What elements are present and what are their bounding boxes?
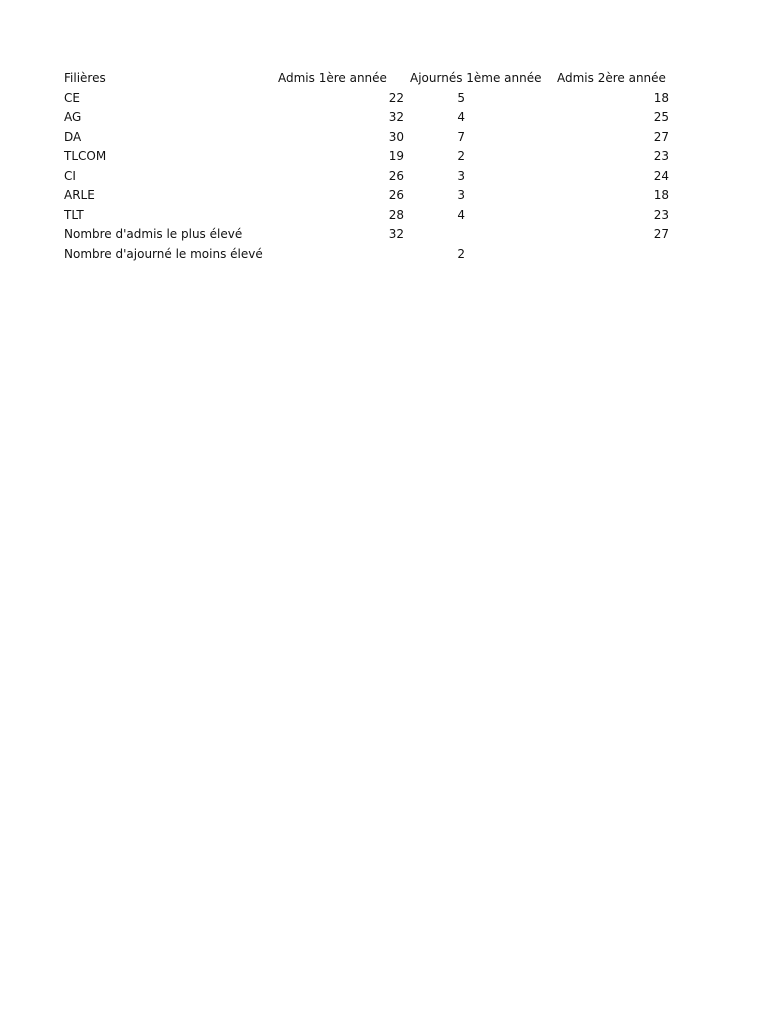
admis2-cell: 18 [653,188,669,202]
ajournes1-value: 3 [457,168,465,183]
ajournes1-value: 4 [457,110,465,124]
admis2-cell: 24 [653,168,669,183]
filiere-cell: CI [64,168,76,183]
admis1-cell: 32 [388,110,404,124]
ajournes1-value: 7 [457,129,465,144]
filiere-cell: CE [64,90,80,105]
filiere-cell: ARLE [64,188,95,202]
min-ajourne-label: Nombre d'ajourné le moins élevé [64,246,263,261]
min-ajournes1-value: 2 [457,246,465,261]
ajournes1-value: 2 [457,149,465,163]
max-admis1-cell: 32 [388,227,404,241]
results-table [62,69,671,264]
min-ajournes1-cell [406,245,553,265]
table-row [62,128,671,148]
header-admis-1ere [276,69,406,89]
admis2-cell: 23 [653,207,669,222]
admis1-cell: 28 [388,207,404,222]
header-admis-1ere-text: Admis 1ère année [278,71,387,85]
ajournes1-cell [406,167,553,187]
max-ajournes1-cell [406,225,553,245]
ajournes1-cell [406,206,553,226]
filiere-cell: TLCOM [64,149,107,163]
ajournes1-cell [406,128,553,148]
admis1-cell: 26 [388,168,404,183]
header-filieres: Filières [64,71,106,85]
header-row [62,69,671,89]
summary-row-max [62,225,671,245]
ajournes1-cell [406,186,553,206]
summary-row-min [62,245,671,265]
max-admis2-cell: 27 [653,227,669,241]
header-ajournes-1eme-text: Ajournés 1ème année [410,71,542,85]
admis1-cell: 22 [388,90,404,105]
ajournes1-cell [406,147,553,167]
admis2-cell: 25 [653,110,669,124]
table-row [62,108,671,128]
ajournes1-value: 4 [457,207,465,222]
ajournes1-value: 5 [457,90,465,105]
header-admis-2ere [553,69,671,89]
ajournes1-cell [406,89,553,109]
max-admis-label: Nombre d'admis le plus élevé [64,227,243,241]
min-admis1-cell [276,245,406,265]
filiere-cell: AG [64,110,82,124]
min-admis2-cell [553,245,671,265]
table-row [62,147,671,167]
admis2-cell: 23 [653,149,669,163]
header-ajournes-1eme [406,69,553,89]
table-row [62,186,671,206]
admis2-cell: 18 [653,90,669,105]
header-admis-2ere-text: Admis 2ère année [557,71,666,85]
ajournes1-cell [406,108,553,128]
filiere-cell: DA [64,129,82,144]
admis1-cell: 26 [388,188,404,202]
admis1-cell: 30 [388,129,404,144]
table-row [62,167,671,187]
admis2-cell: 27 [653,129,669,144]
table-row [62,206,671,226]
ajournes1-value: 3 [457,188,465,202]
filiere-cell: TLT [64,207,84,222]
admis1-cell: 19 [388,149,404,163]
table-row [62,89,671,109]
